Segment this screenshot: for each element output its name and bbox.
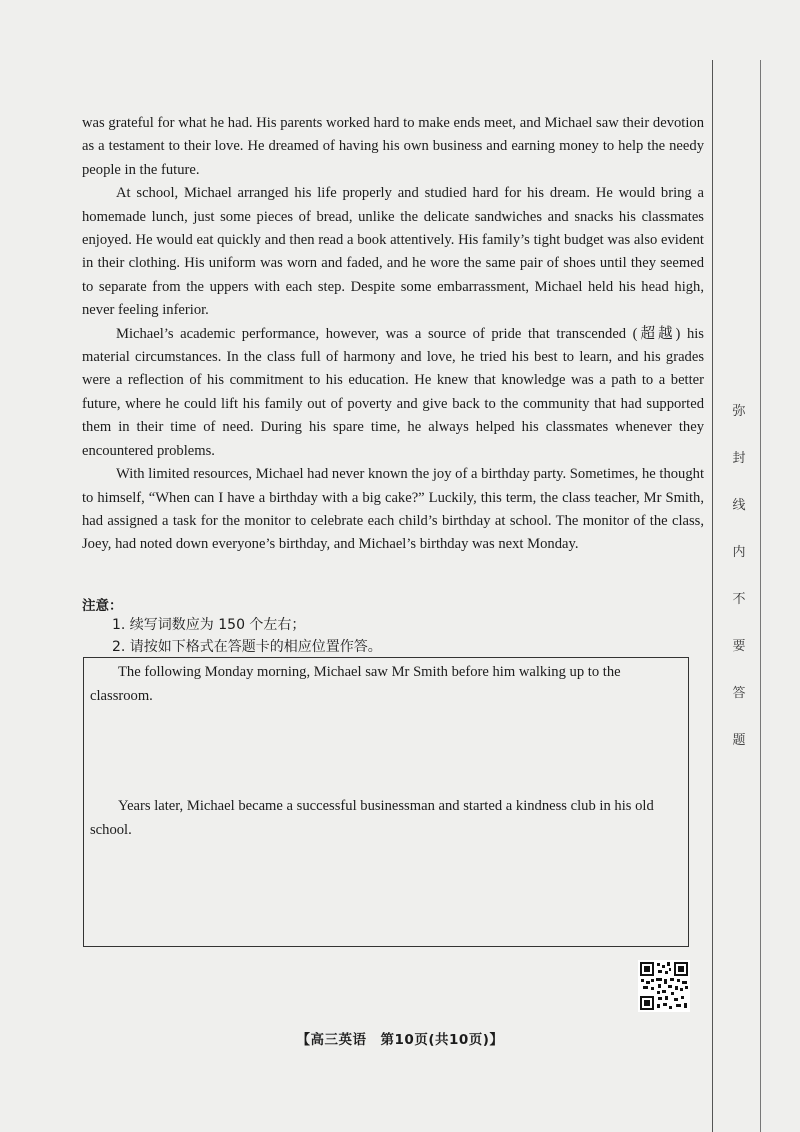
paragraph-4: With limited resources, Michael had never known the joy of a birthday party. Sometimes, he thought to himself, “When can I have a birthday with a big cake?” Luckily, this term, the class teacher, Mr Smith, had assigned a task for the monitor to celebrate each child’s birthday at school. The monitor of the class, Joey, had noted down everyone’s birthday, and Michael’s birthday was next Monday. <box>82 466 704 553</box>
seal-line-outer <box>760 60 761 1132</box>
seal-char: 题 <box>732 733 746 748</box>
seal-char: 弥 <box>732 404 746 419</box>
note-item-1: 1. 续写词数应为 150 个左右； <box>112 617 306 633</box>
continuation-prompt-1: The following Monday morning, Michael saw Mr Smith before him walking up to the classroom. <box>90 664 621 704</box>
seal-char: 线 <box>732 498 746 513</box>
notes-heading: 注意： <box>82 598 123 614</box>
qr-code-icon <box>638 960 690 1012</box>
seal-char: 要 <box>732 639 746 654</box>
paragraph-2: At school, Michael arranged his life properly and studied hard for his dream. He would bring a homemade lunch, just some pieces of bread, unlike the delicate sandwiches and snacks his classmates enjoyed. He would eat quickly and then read a book attentively. His family’s tight budget was also evident in their clothing. His uniform was worn and faded, and he wore the same pair of shoes until they seemed to separate from the uppers with each step. Despite some embarrassment, Michael held his head high, never feeling inferior. <box>82 185 704 319</box>
seal-char: 不 <box>732 592 746 607</box>
page-footer: 【高三英语 第10页(共10页)】 <box>296 1032 504 1048</box>
paragraph-1: was grateful for what he had. His parents worked hard to make ends meet, and Michael saw their devotion as a testament to their love. He dreamed of having his own business and earning money to help the needy people in the future. <box>82 115 704 178</box>
seal-char: 内 <box>732 545 746 560</box>
seal-char: 答 <box>732 686 746 701</box>
note-item-2: 2. 请按如下格式在答题卡的相应位置作答。 <box>112 639 382 655</box>
reading-passage <box>82 112 704 557</box>
paragraph-3: Michael’s academic performance, however, was a source of pride that transcended (超越) his material circumstances. In the class full of harmony and love, he tried his best to learn, and his grades were a reflection of his commitment to his education. He knew that knowledge was a path to a better future, where he could lift his family out of poverty and give back to the community that had supported them in their time of need. During his spare time, he always helped his classmates whenever they encountered problems. <box>82 325 704 459</box>
answer-box[interactable] <box>83 657 689 947</box>
seal-line-inner <box>712 60 713 1132</box>
seal-char: 封 <box>732 451 746 466</box>
continuation-prompt-2: Years later, Michael became a successful businessman and started a kindness club in his old school. <box>90 798 654 838</box>
